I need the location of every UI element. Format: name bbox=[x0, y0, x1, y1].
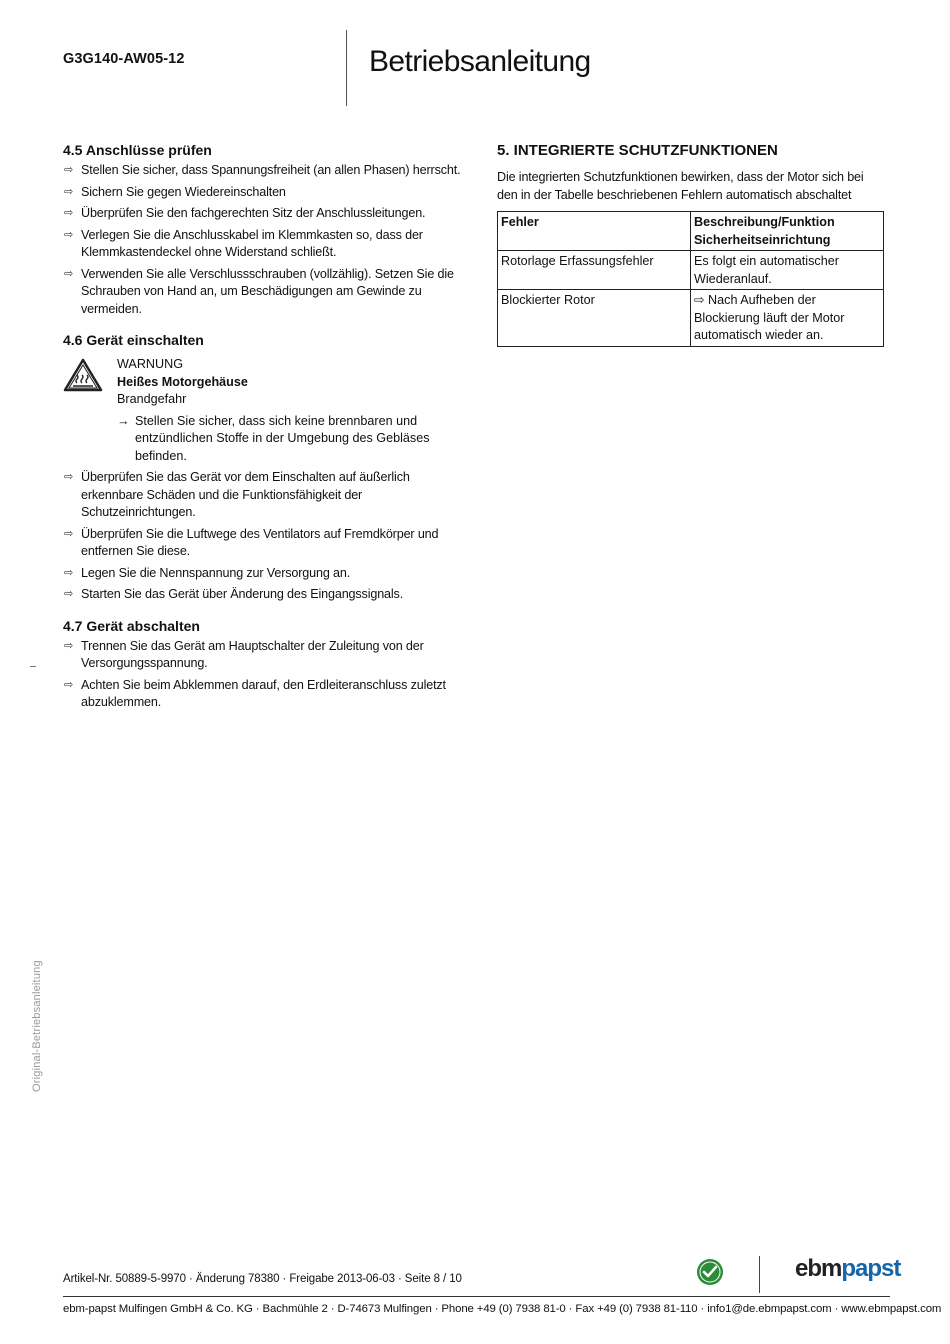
ebmpapst-logo: ebmpapst bbox=[795, 1255, 901, 1282]
table-cell-fault: Rotorlage Erfassungsfehler bbox=[498, 251, 691, 290]
list-item: ⇨ Stellen Sie sicher, dass Spannungsfreiheit (an allen Phasen) herrscht. bbox=[63, 162, 463, 180]
section-4-6-list bbox=[63, 469, 463, 604]
company-info: ebm-papst Mulfingen GmbH & Co. KG · Bachmühle 2 · D-74673 Mulfingen · Phone +49 (0) 7938 81-0 · Fax +49 (0) 7938 81-110 · info1@de.ebmpapst.com · www.ebmpapst.com bbox=[63, 1303, 942, 1315]
arrow-bullet-icon: ⇨ bbox=[64, 588, 74, 600]
hot-surface-warning-icon bbox=[63, 358, 103, 392]
arrow-bullet-icon: ⇨ bbox=[64, 527, 74, 540]
list-item: ⇨ Achten Sie beim Abklemmen darauf, den Erdleiteranschluss zuletzt abzuklemmen. bbox=[64, 677, 446, 709]
arrow-bullet-icon: ⇨ bbox=[64, 267, 74, 280]
margin-tick bbox=[30, 666, 36, 667]
side-label: Original-Betriebsanleitung bbox=[31, 960, 43, 1092]
right-column bbox=[497, 142, 885, 347]
list-item: ⇨ Verlegen Sie die Anschlusskabel im Klemmkasten so, dass der Klemmkastendeckel ohne Widerstand schließt. bbox=[64, 227, 423, 259]
greentech-badge-icon bbox=[696, 1258, 724, 1286]
arrow-bullet-icon: ⇨ bbox=[64, 678, 74, 691]
arrow-bullet-icon: ⇨ bbox=[64, 207, 74, 219]
protection-table bbox=[497, 211, 884, 347]
list-item: ⇨ Überprüfen Sie die Luftwege des Ventilators auf Fremdkörper und entfernen Sie diese. bbox=[64, 526, 439, 558]
left-column bbox=[63, 142, 463, 712]
arrow-bullet-icon: ⇨ bbox=[64, 228, 74, 241]
warning-label: WARNUNG bbox=[117, 357, 183, 371]
header-divider bbox=[346, 30, 347, 106]
document-title: Betriebsanleitung bbox=[369, 45, 591, 78]
list-item: ⇨ Starten Sie das Gerät über Änderung des Eingangssignals. bbox=[63, 586, 463, 604]
section-4-5-list bbox=[63, 162, 463, 318]
footer-divider bbox=[759, 1256, 760, 1293]
arrow-bullet-icon: ⇨ bbox=[64, 566, 74, 579]
list-item: ⇨ Trennen Sie das Gerät am Hauptschalter der Zuleitung von der Versorgungsspannung. bbox=[64, 638, 424, 670]
table-row bbox=[498, 251, 884, 290]
section-4-7-title: 4.7 Gerät abschalten bbox=[63, 617, 200, 634]
list-item: ⇨ Überprüfen Sie das Gerät vor dem Einschalten auf äußerlich erkennbare Schäden und die Funktionsfähigkeit der Schutzeinrichtungen. bbox=[64, 470, 410, 519]
warning-action: → Stellen Sie sicher, dass sich keine brennbaren und entzündlichen Stoffe in der Umgebung des Gebläses befinden. bbox=[117, 413, 430, 463]
section-4-5-title: 4.5 Anschlüsse prüfen bbox=[63, 142, 212, 158]
list-item: ⇨ Verwenden Sie alle Verschlussschrauben (vollzählig). Setzen Sie die Schrauben von Hand an, um Beschädigungen am Gewinde zu vermeiden. bbox=[64, 266, 454, 316]
model-number: G3G140-AW05-12 bbox=[63, 51, 185, 67]
warning-block bbox=[63, 356, 463, 465]
table-cell-description: Es folgt ein automatischer Wiederanlauf. bbox=[691, 251, 884, 290]
arrow-bullet-icon: ⇨ bbox=[64, 639, 74, 652]
warning-heading: Heißes Motorgehäuse bbox=[117, 374, 248, 389]
arrow-bullet-icon: ⇨ bbox=[64, 185, 74, 198]
list-item: ⇨ Überprüfen Sie den fachgerechten Sitz der Anschlussleitungen. bbox=[63, 205, 463, 223]
table-header-fault: Fehler bbox=[498, 212, 691, 251]
arrow-bullet-icon: ⇨ bbox=[64, 164, 74, 176]
list-item: ⇨ Legen Sie die Nennspannung zur Versorgung an. bbox=[63, 565, 463, 583]
arrow-bullet-icon: ⇨ bbox=[64, 471, 74, 483]
table-cell-fault: Blockierter Rotor bbox=[498, 290, 691, 347]
right-arrow-icon: → bbox=[117, 413, 130, 428]
article-info: Artikel-Nr. 50889-5-9970 · Änderung 78380 · Freigabe 2013-06-03 · Seite 8 / 10 bbox=[63, 1273, 462, 1285]
table-header-description: Beschreibung/Funktion Sicherheitseinrichtung bbox=[691, 212, 884, 251]
warning-subtext: Brandgefahr bbox=[117, 392, 187, 406]
section-4-6-title: 4.6 Gerät einschalten bbox=[63, 332, 204, 348]
section-4-7-list bbox=[63, 638, 463, 712]
section-5-intro: Die integrierten Schutzfunktionen bewirken, dass der Motor sich bei den in der Tabelle beschriebenen Fehlern automatisch abschaltet bbox=[497, 170, 864, 202]
list-item: ⇨ Sichern Sie gegen Wiedereinschalten bbox=[63, 184, 463, 202]
table-row bbox=[498, 290, 884, 347]
footer-rule bbox=[63, 1296, 890, 1297]
table-cell-description: ⇨ Nach Aufheben der Blockierung läuft der Motor automatisch wieder an. bbox=[691, 290, 884, 347]
table-header-row bbox=[498, 212, 884, 251]
section-5-title: 5. INTEGRIERTE SCHUTZFUNKTIONEN bbox=[497, 142, 778, 159]
